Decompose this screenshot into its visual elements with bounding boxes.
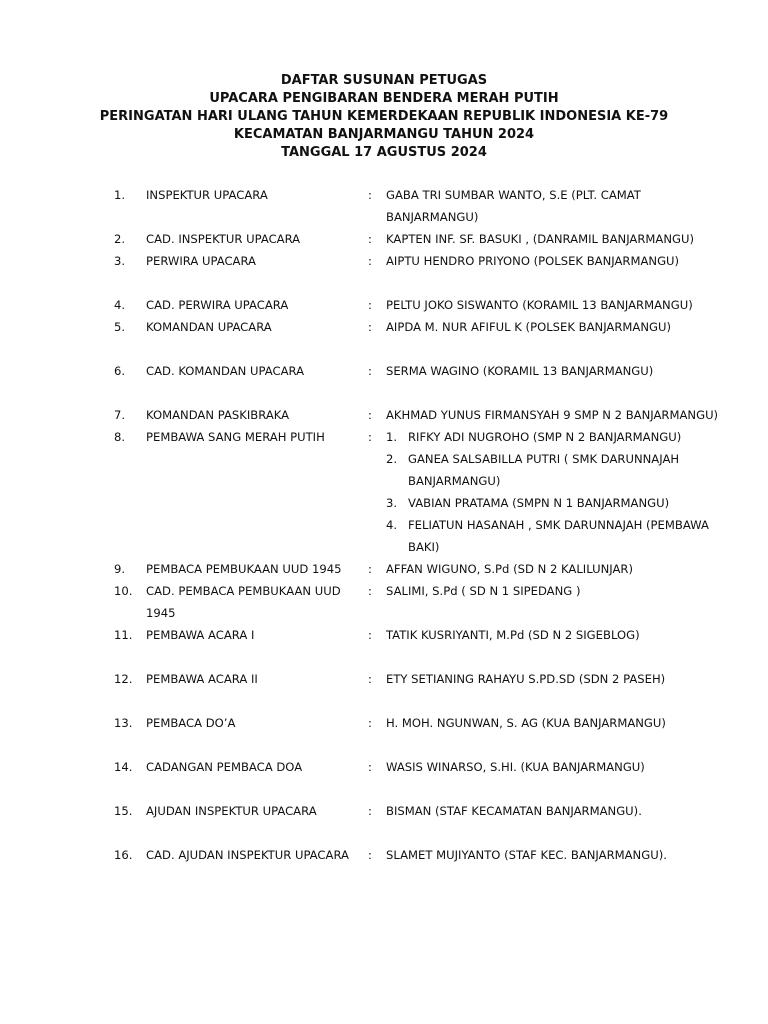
officer-list [114, 184, 734, 866]
item-number: 6. [114, 364, 126, 378]
list-item [114, 624, 734, 646]
item-colon: : [368, 298, 372, 312]
item-role: PEMBAWA ACARA II [146, 672, 258, 686]
item-number: 3. [114, 254, 126, 268]
item-number: 13. [114, 716, 133, 730]
item-value: WASIS WINARSO, S.HI. (KUA BANJARMANGU) [386, 760, 645, 774]
item-value: AFFAN WIGUNO, S.Pd (SD N 2 KALILUNJAR) [386, 562, 633, 576]
item-value: BISMAN (STAF KECAMATAN BANJARMANGU). [386, 804, 642, 818]
item-number: 14. [114, 760, 133, 774]
item-colon: : [368, 760, 372, 774]
item-value: AIPTU HENDRO PRIYONO (POLSEK BANJARMANGU) [386, 254, 680, 268]
item-colon: : [368, 320, 372, 334]
item-value: AIPDA M. NUR AFIFUL K (POLSEK BANJARMANGU) [386, 320, 671, 334]
sub-item-text: GANEA SALSABILLA PUTRI ( SMK DARUNNAJAH BANJARMANGU) [408, 452, 680, 488]
list-item [114, 756, 734, 778]
item-role: PEMBACA PEMBUKAAN UUD 1945 [146, 562, 342, 576]
list-item [114, 316, 734, 338]
sub-list-item [386, 492, 731, 514]
title-line-4: KECAMATAN BANJARMANGU TAHUN 2024 [233, 127, 535, 142]
item-colon: : [368, 188, 372, 202]
item-colon: : [368, 848, 372, 862]
item-colon: : [368, 408, 372, 422]
item-role: CAD. PEMBACA PEMBUKAAN UUD 1945 [146, 584, 341, 620]
sub-item-number: 1. [386, 430, 398, 444]
item-role: PEMBACA DO’A [146, 716, 236, 730]
item-number: 5. [114, 320, 126, 334]
title-line-5: TANGGAL 17 AGUSTUS 2024 [281, 145, 487, 160]
sub-list-item [386, 448, 731, 492]
item-role: KOMANDAN UPACARA [146, 320, 272, 334]
sub-item-text: RIFKY ADI NUGROHO (SMP N 2 BANJARMANGU) [408, 430, 682, 444]
item-role: AJUDAN INSPEKTUR UPACARA [146, 804, 317, 818]
item-colon: : [368, 232, 372, 246]
item-role: CAD. KOMANDAN UPACARA [146, 364, 305, 378]
item-value: KAPTEN INF. SF. BASUKI , (DANRAMIL BANJARMANGU) [386, 232, 694, 246]
item-value: PELTU JOKO SISWANTO (KORAMIL 13 BANJARMANGU) [386, 298, 693, 312]
item-colon: : [368, 672, 372, 686]
item-role: PERWIRA UPACARA [146, 254, 256, 268]
item-number: 12. [114, 672, 133, 686]
item-role: PEMBAWA ACARA I [146, 628, 255, 642]
list-item [114, 184, 734, 228]
sub-list-item [386, 514, 731, 558]
item-role: CAD. PERWIRA UPACARA [146, 298, 289, 312]
sub-item-number: 2. [386, 452, 398, 466]
item-value: SERMA WAGINO (KORAMIL 13 BANJARMANGU) [386, 364, 654, 378]
item-number: 10. [114, 584, 133, 598]
item-colon: : [368, 364, 372, 378]
item-colon: : [368, 562, 372, 576]
list-item [114, 250, 734, 272]
item-role: KOMANDAN PASKIBRAKA [146, 408, 290, 422]
item-role: CAD. INSPEKTUR UPACARA [146, 232, 301, 246]
item-colon: : [368, 430, 372, 444]
item-number: 2. [114, 232, 126, 246]
item-number: 1. [114, 188, 126, 202]
item-number: 11. [114, 628, 133, 642]
title-line-3: PERINGATAN HARI ULANG TAHUN KEMERDEKAAN REPUBLIK INDONESIA KE-79 [99, 109, 669, 124]
item-value: TATIK KUSRIYANTI, M.Pd (SD N 2 SIGEBLOG) [386, 628, 640, 642]
list-item [114, 426, 734, 558]
sub-item-text: FELIATUN HASANAH , SMK DARUNNAJAH (PEMBAWA BAKI) [408, 518, 709, 554]
list-item [114, 712, 734, 734]
item-colon: : [368, 804, 372, 818]
item-value: H. MOH. NGUNWAN, S. AG (KUA BANJARMANGU) [386, 716, 666, 730]
item-number: 16. [114, 848, 133, 862]
item-value: ETY SETIANING RAHAYU S.PD.SD (SDN 2 PASEH) [386, 672, 666, 686]
item-role: PEMBAWA SANG MERAH PUTIH [146, 430, 325, 444]
list-item [114, 668, 734, 690]
item-value: SALIMI, S.Pd ( SD N 1 SIPEDANG ) [386, 584, 581, 598]
title-line-2: UPACARA PENGIBARAN BENDERA MERAH PUTIH [209, 91, 559, 106]
title-line-1: DAFTAR SUSUNAN PETUGAS [280, 73, 488, 88]
item-number: 15. [114, 804, 133, 818]
sub-item-text: VABIAN PRATAMA (SMPN N 1 BANJARMANGU) [408, 496, 670, 510]
item-colon: : [368, 584, 372, 598]
item-role: CAD. AJUDAN INSPEKTUR UPACARA [146, 848, 349, 862]
document-title [0, 72, 768, 162]
item-number: 8. [114, 430, 126, 444]
list-item [114, 294, 734, 316]
sub-item-number: 3. [386, 496, 398, 510]
item-value: SLAMET MUJIYANTO (STAF KEC. BANJARMANGU). [386, 848, 667, 862]
item-value: GABA TRI SUMBAR WANTO, S.E (PLT. CAMAT BANJARMANGU) [386, 188, 641, 224]
list-item [114, 360, 734, 382]
item-number: 9. [114, 562, 126, 576]
sub-item-number: 4. [386, 518, 398, 532]
item-colon: : [368, 628, 372, 642]
item-value: AKHMAD YUNUS FIRMANSYAH 9 SMP N 2 BANJARMANGU) [386, 408, 719, 422]
list-item [114, 580, 734, 624]
item-colon: : [368, 254, 372, 268]
item-value [386, 426, 731, 558]
item-number: 7. [114, 408, 126, 422]
list-item [114, 558, 734, 580]
list-item [114, 844, 734, 866]
item-colon: : [368, 716, 372, 730]
item-role: INSPEKTUR UPACARA [146, 188, 268, 202]
sub-list-item [386, 426, 731, 448]
item-role: CADANGAN PEMBACA DOA [146, 760, 303, 774]
list-item [114, 404, 734, 426]
list-item [114, 228, 734, 250]
item-number: 4. [114, 298, 126, 312]
list-item [114, 800, 734, 822]
